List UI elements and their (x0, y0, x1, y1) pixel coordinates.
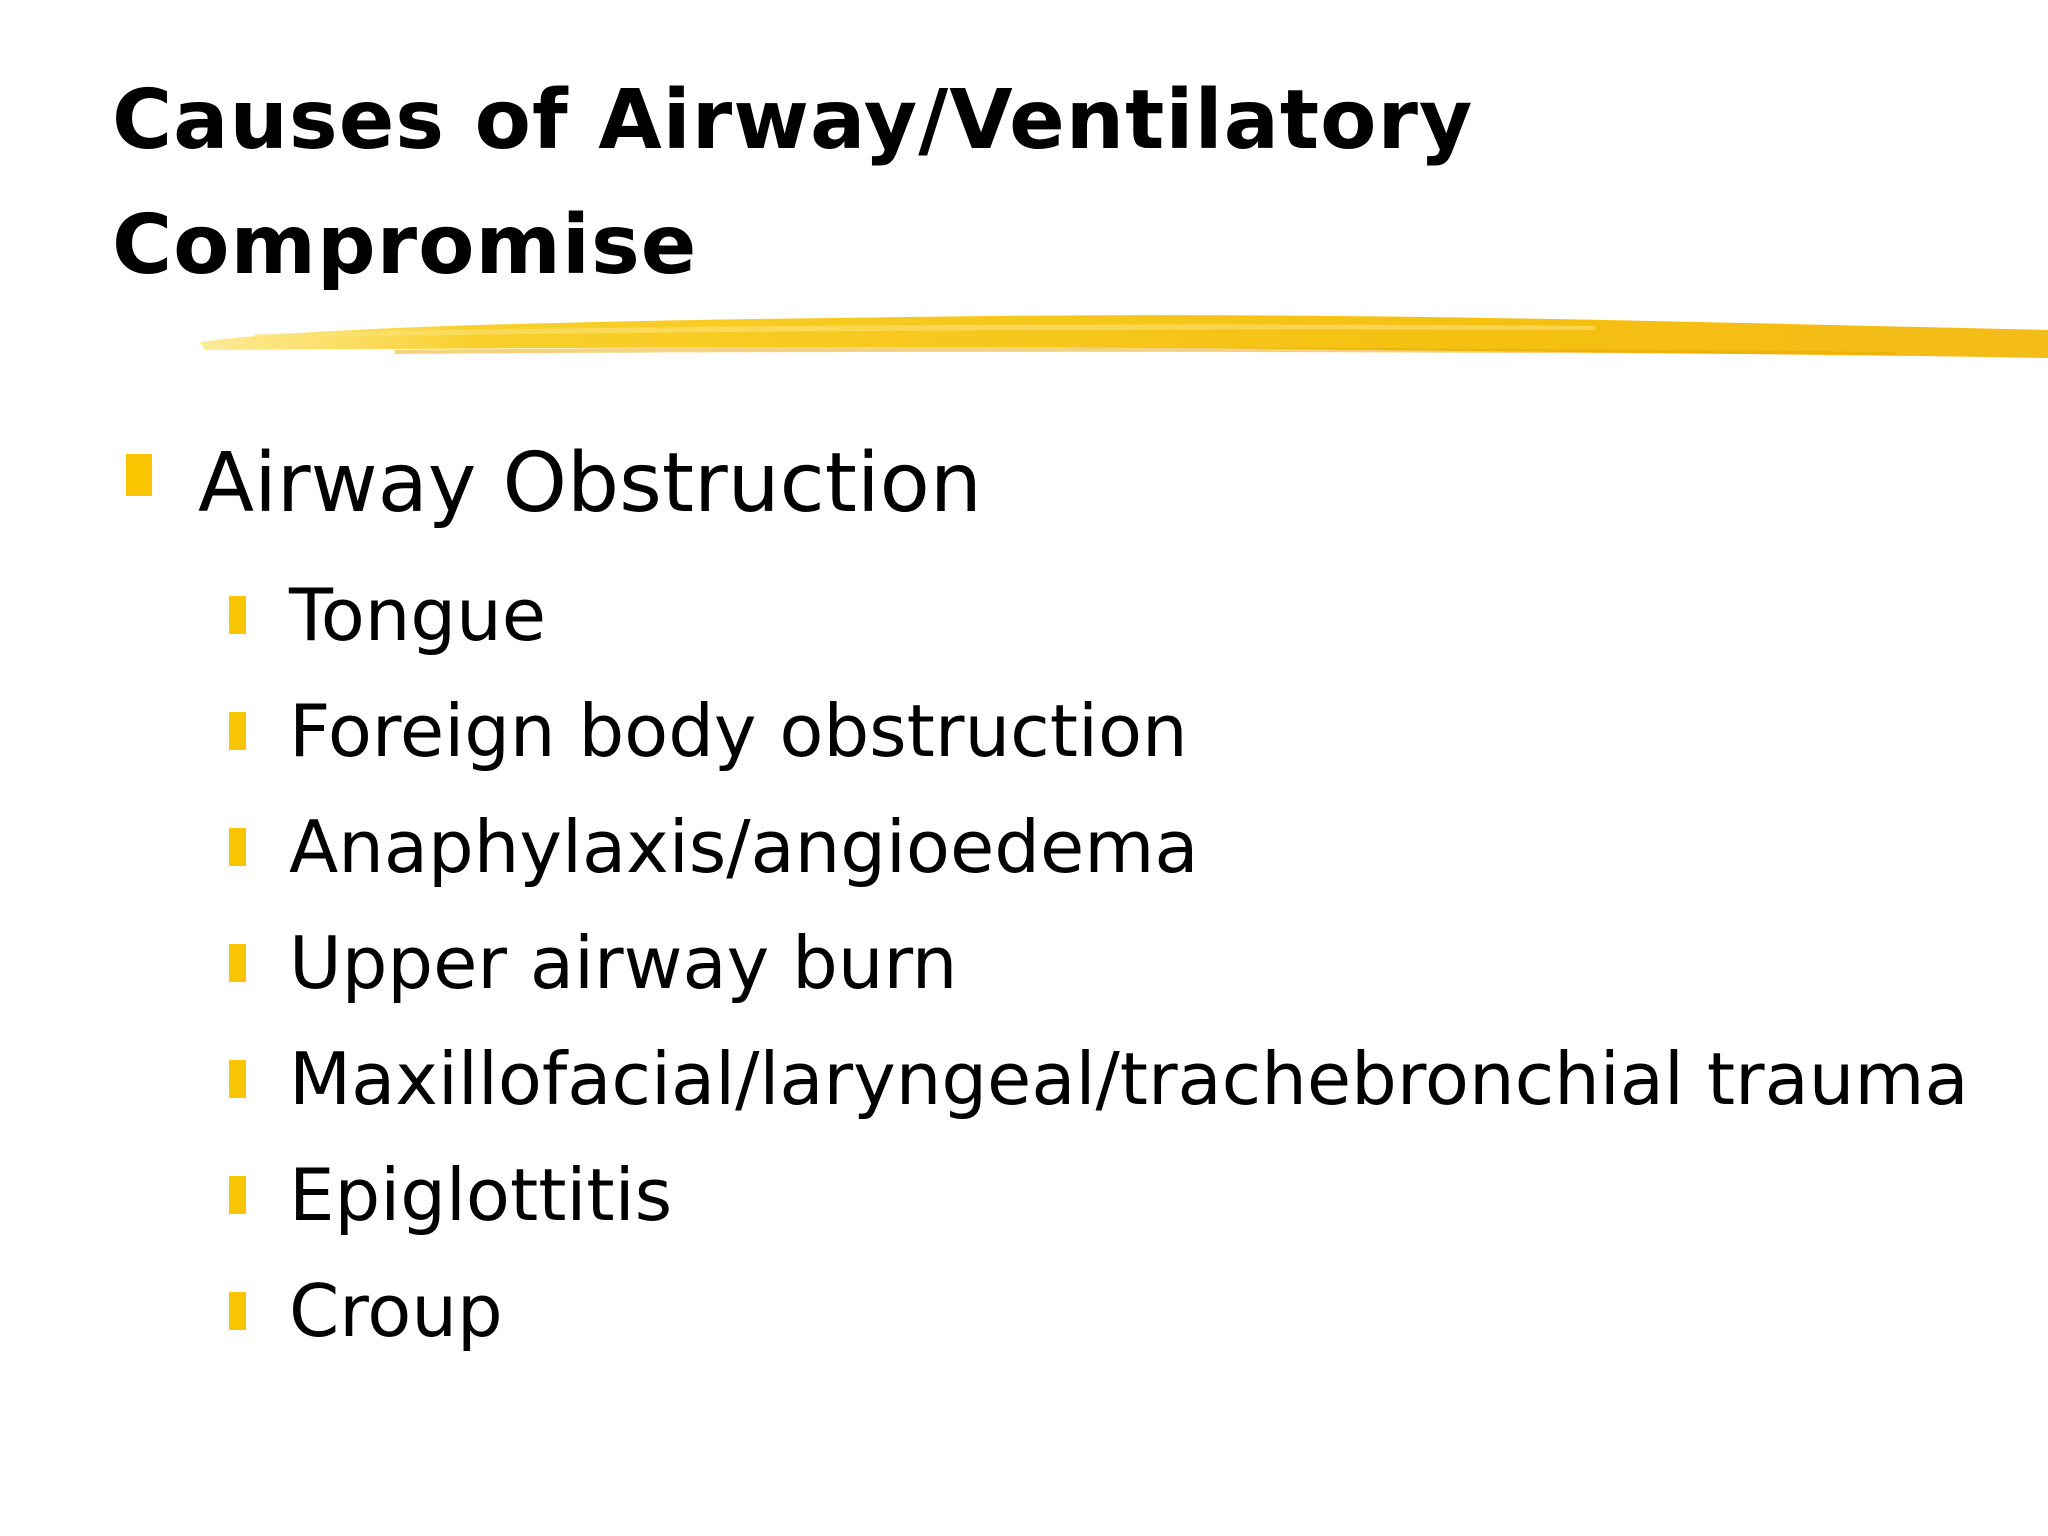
slide-title-line-2: Compromise (112, 198, 698, 293)
sub-bullet-label: Upper airway burn (289, 921, 958, 1005)
bullet-label: Airway Obstruction (198, 436, 982, 531)
sub-bullet-label: Foreign body obstruction (289, 689, 1188, 773)
sub-bullet-item (289, 1034, 1969, 1124)
sub-bullet-marker-icon (229, 712, 246, 750)
sub-bullet-label: Croup (289, 1269, 503, 1353)
title-underline-brush-stroke (195, 300, 2048, 375)
slide-title-line-1: Causes of Airway/Ventilatory (112, 73, 1474, 168)
sub-bullet-marker-icon (229, 596, 246, 634)
sub-bullet-item (289, 570, 546, 660)
sub-bullet-marker-icon (229, 828, 246, 866)
sub-bullet-marker-icon (229, 1176, 246, 1214)
sub-bullet-label: Anaphylaxis/angioedema (289, 805, 1199, 889)
sub-bullet-marker-icon (229, 1060, 246, 1098)
sub-bullet-item (289, 1150, 672, 1240)
bullet-item-airway-obstruction (198, 434, 982, 534)
sub-bullet-label: Epiglottitis (289, 1153, 673, 1237)
sub-bullet-marker-icon (229, 944, 246, 982)
sub-bullet-item (289, 802, 1199, 892)
sub-bullet-item (289, 918, 957, 1008)
sub-bullet-item (289, 686, 1188, 776)
sub-bullet-label: Maxillofacial/laryngeal/trachebronchial trauma (289, 1037, 1969, 1121)
sub-bullet-marker-icon (229, 1292, 246, 1330)
bullet-marker-icon (126, 454, 152, 496)
sub-bullet-label: Tongue (289, 573, 547, 657)
sub-bullet-item (289, 1266, 503, 1356)
slide-title (112, 58, 1812, 308)
